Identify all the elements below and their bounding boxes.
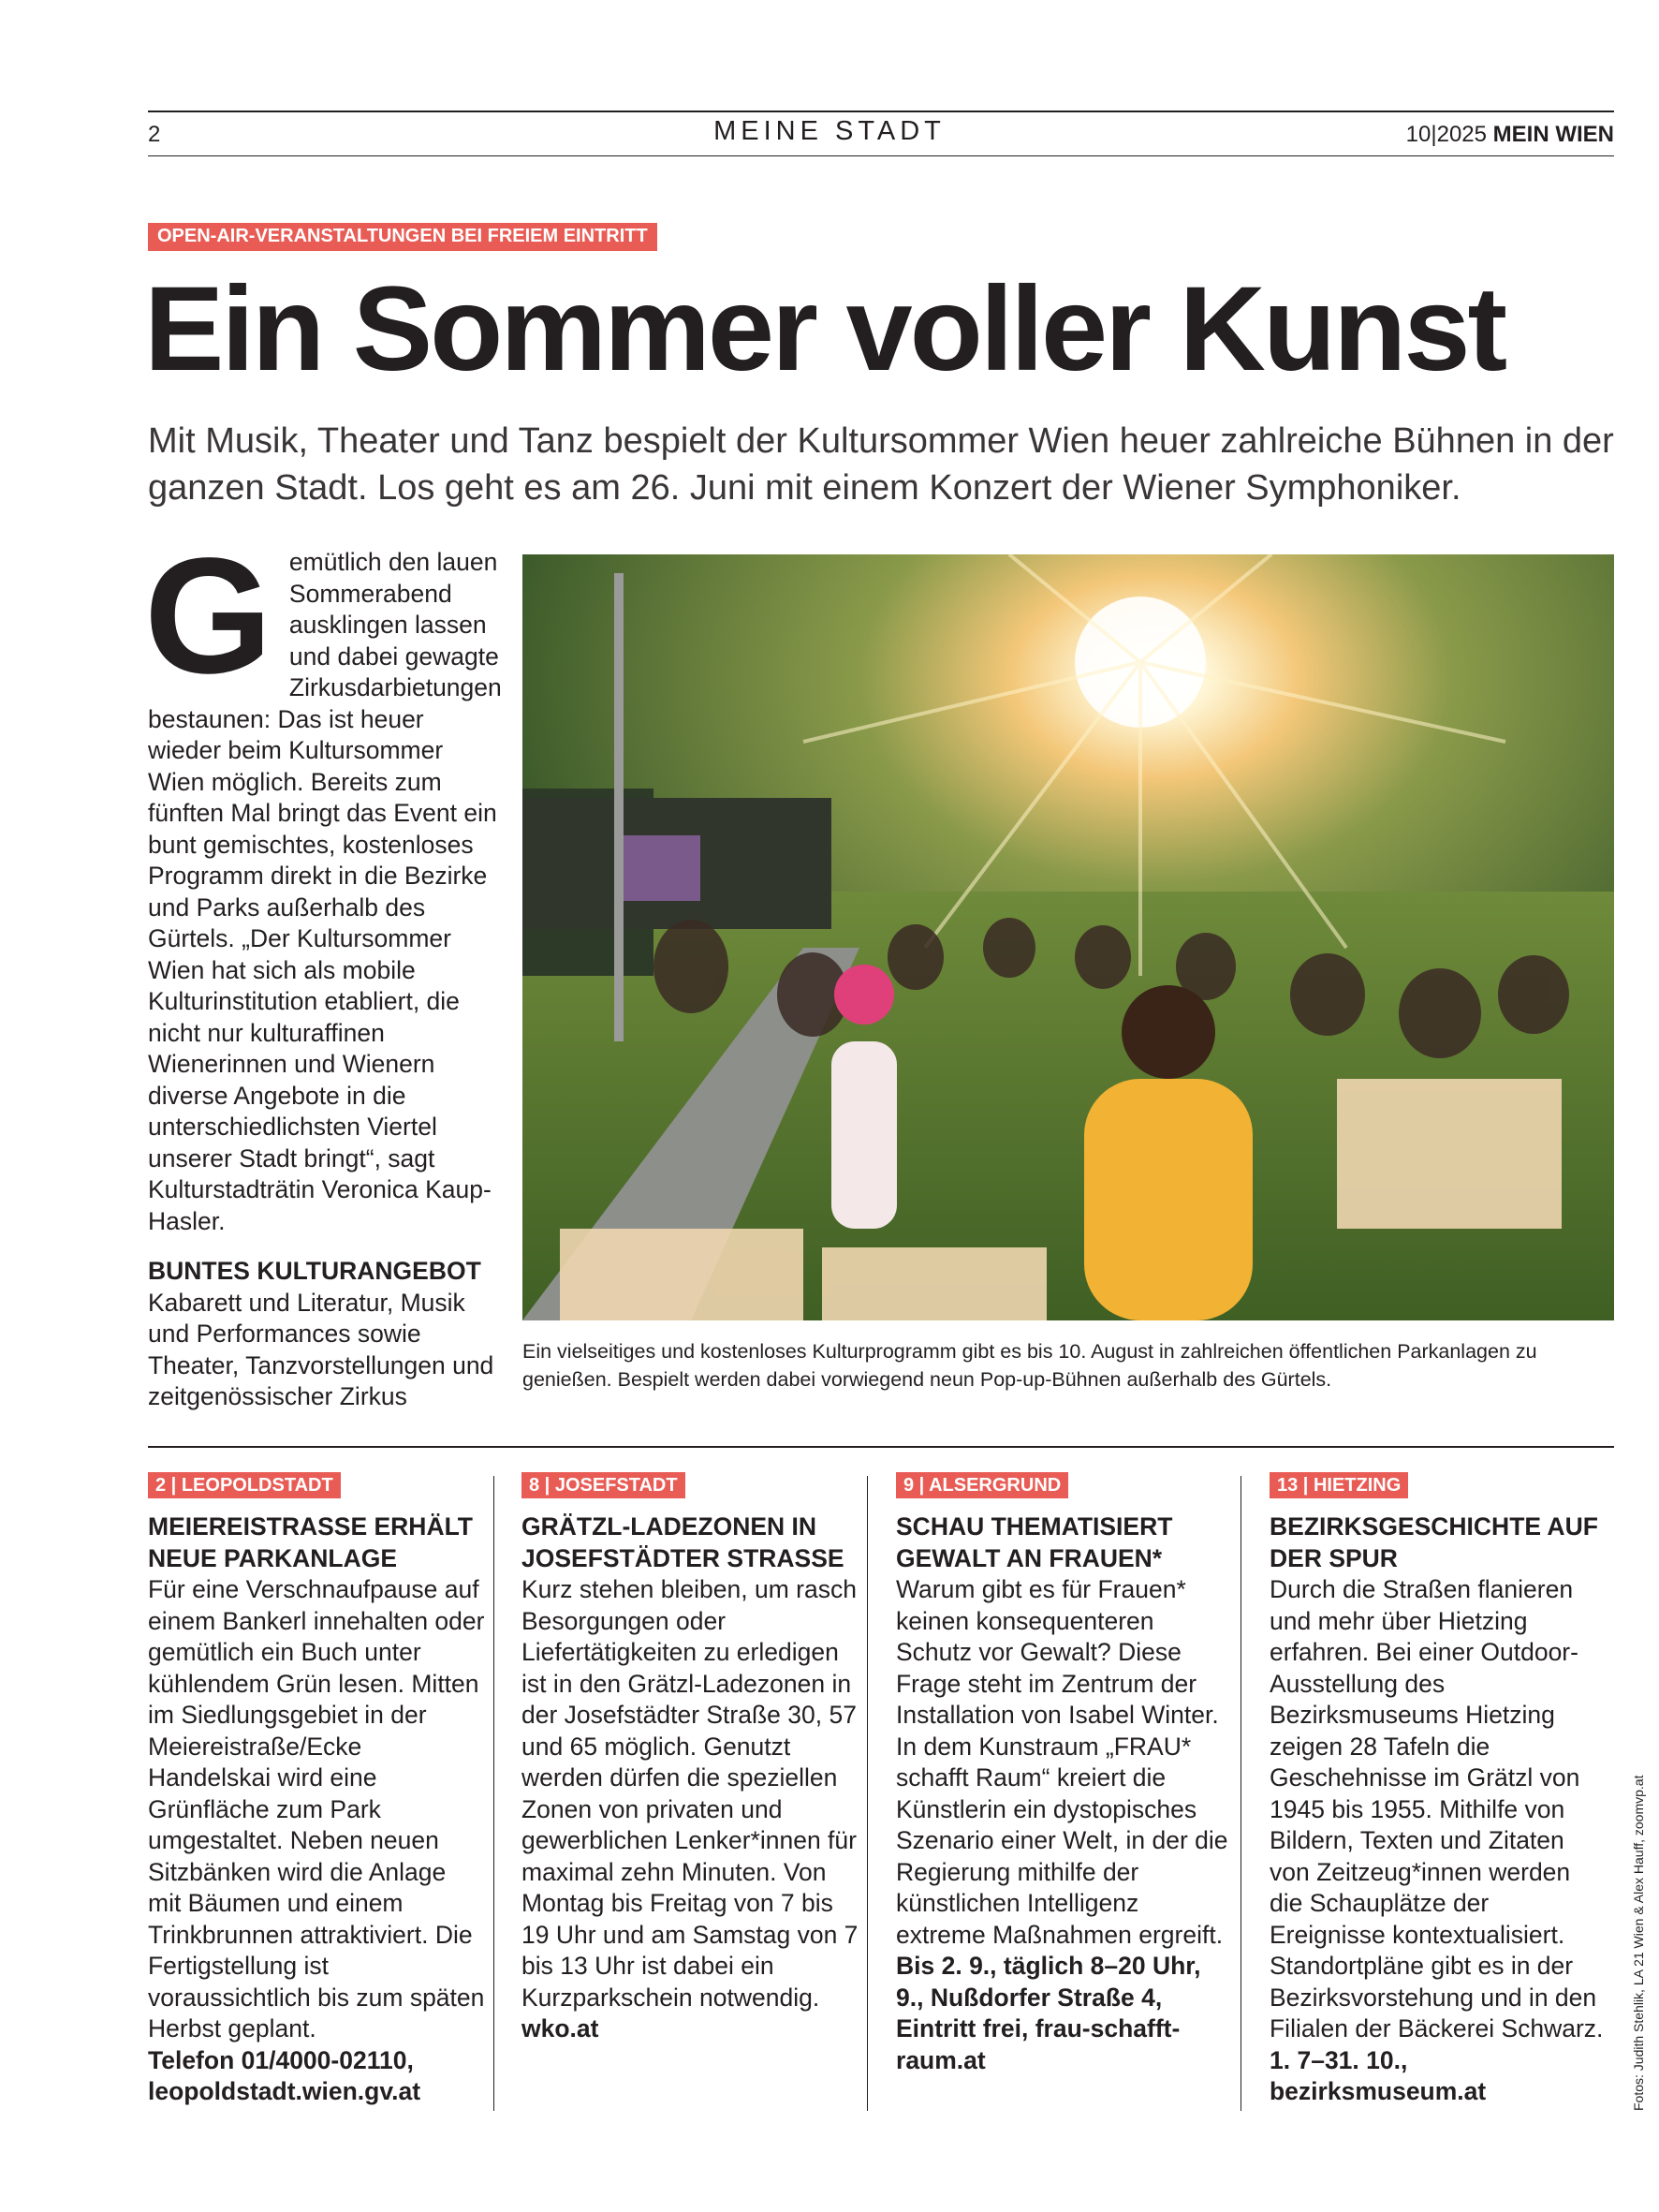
news-footer: wko.at bbox=[521, 2014, 599, 2042]
photo-credits: Fotos: Judith Stehlik, LA 21 Wien & Alex Hauff, zoomvp.at bbox=[1631, 1775, 1646, 2111]
photo-caption: Ein vielseitiges und kostenloses Kulturprogramm gibt es bis 10. August in zahlreichen öffentlichen Parkanlagen zu genießen. Bespielt werden dabei vorwiegend neun Pop-up-Bühnen außerhalb des Gürtels. bbox=[522, 1340, 1537, 1391]
news-headline: SCHAU THEMATISIERT GEWALT AN FRAUEN* bbox=[896, 1512, 1173, 1572]
article-body-text-2: Kabarett und Literatur, Musik und Performances sowie Theater, Tanzvorstellungen und zeitgenössischer Zirkus bbox=[148, 1288, 494, 1410]
news-item-leopoldstadt bbox=[148, 1472, 485, 2108]
news-headline: MEIEREISTRASSE ERHÄLT NEUE PARKANLAGE bbox=[148, 1512, 473, 1572]
header-rule bbox=[148, 111, 1614, 112]
article-headline: Ein Sommer voller Kunst bbox=[144, 262, 1505, 396]
issue-number: 10|2025 bbox=[1405, 122, 1487, 147]
page-number: 2 bbox=[148, 122, 161, 147]
news-body: Kurz stehen bleiben, um rasch Besorgungen oder Liefertätigkeiten zu erledigen ist in den Grätzl-Ladezonen in der Josefstädter Straße 30, 57 und 65 möglich. Genutzt werden dürfen die speziellen Zonen von privaten und gewerblichen Lenker*innen für maximal zehn Minuten. Von Montag bis Freitag von 7 bis 19 Uhr und am Samstag von 7 bis 13 Uhr ist dabei ein Kurzparkschein notwendig. bbox=[521, 1575, 859, 2012]
news-footer: Bis 2. 9., täglich 8–20 Uhr, 9., Nußdorfer Straße 4, Eintritt frei, frau-schafft-raum.at bbox=[896, 1952, 1201, 2074]
news-body: Für eine Verschnaufpause auf einem Bankerl innehalten oder gemütlich ein Buch unter kühlendem Grün lesen. Mitten im Siedlungsgebiet in der Meiereistraße/Ecke Handelskai wird eine Grünfläche zum Park umgestaltet. Neben neuen Sitzbänken wird die Anlage mit Bäumen und einem Trinkbrunnen attraktiviert. Die Fertigstellung ist voraussichtlich bis zum späten Herbst geplant. bbox=[148, 1575, 485, 2042]
district-tag: 2 | LEOPOLDSTADT bbox=[148, 1472, 341, 1498]
article-subhead: BUNTES KULTURANGEBOT bbox=[148, 1257, 481, 1285]
column-divider bbox=[493, 1476, 494, 2111]
district-tag: 13 | HIETZING bbox=[1270, 1472, 1408, 1498]
article-body bbox=[144, 524, 502, 1413]
news-footer: Telefon 01/4000-02110, leopoldstadt.wien.gv.at bbox=[148, 2045, 421, 2105]
section-divider bbox=[148, 1446, 1614, 1448]
news-item-hietzing bbox=[1270, 1472, 1607, 2108]
news-body: Durch die Straßen flanieren und mehr über Hietzing erfahren. Bei einer Outdoor-Ausstellung des Bezirksmuseums Hietzing zeigen 28 Tafeln die Geschehnisse im Grätzl von 1945 bis 1955. Mithilfe von Bildern, Texten und Zitaten von Zeitzeug*innen werden die Schauplätze der Ereignisse kontextualisiert. Standortpläne gibt es in der Bezirksvorstehung und in den Filialen der Bäckerei Schwarz. bbox=[1270, 1575, 1604, 2042]
news-footer: 1. 7–31. 10., bezirksmuseum.at bbox=[1270, 2045, 1487, 2105]
section-title: MEINE STADT bbox=[713, 116, 946, 146]
column-divider bbox=[867, 1476, 868, 2111]
article-lead: Mit Musik, Theater und Tanz bespielt der Kultursommer Wien heuer zahlreiche Bühnen in der ganzen Stadt. Los geht es am 26. Juni mit einem Konzert der Wiener Symphoniker. bbox=[148, 421, 1614, 508]
news-body: Warum gibt es für Frauen* keinen konsequenteren Schutz vor Gewalt? Diese Frage steht im Zentrum der Installation von Isabel Winter. In dem Kunstraum „FRAU* schafft Raum“ kreiert die Künstlerin ein dystopisches Szenario einer Welt, in der die Regierung mithilfe der künstlichen Intelligenz extreme Maßnahmen ergreift. bbox=[896, 1575, 1228, 1949]
article-photo bbox=[522, 554, 1614, 1320]
news-item-alsergrund bbox=[896, 1472, 1233, 2076]
news-headline: GRÄTZL-LADEZONEN IN JOSEFSTÄDTER STRASSE bbox=[521, 1512, 844, 1572]
header-rule-bottom bbox=[148, 155, 1614, 156]
article-body-text: emütlich den lauen Sommerabend ausklingen lassen und dabei gewagte Zirkusdarbietungen bestaunen: Das ist heuer wieder beim Kultursommer Wien möglich. Bereits zum fünften Mal bringt das Event ein bunt gemischtes, kostenloses Programm direkt in die Bezirke und Parks außerhalb des Gürtels. „Der Kultursommer Wien hat sich als mobile Kulturinstitution etabliert, die nicht nur kulturaffinen Wienerinnen und Wienern diverse Angebote in die unterschiedlichsten Viertel unserer Stadt bringt“, sagt Kulturstadträtin Veronica Kaup-Hasler. bbox=[148, 548, 502, 1235]
article-kicker: OPEN-AIR-VERANSTALTUNGEN BEI FREIEM EINTRITT bbox=[148, 223, 657, 251]
dropcap: G bbox=[144, 524, 272, 708]
news-item-josefstadt bbox=[521, 1472, 859, 2045]
district-tag: 9 | ALSERGRUND bbox=[896, 1472, 1068, 1498]
issue-info bbox=[1406, 122, 1614, 148]
district-tag: 8 | JOSEFSTADT bbox=[521, 1472, 685, 1498]
magazine-name: MEIN WIEN bbox=[1492, 122, 1614, 147]
news-headline: BEZIRKSGESCHICHTE AUF DER SPUR bbox=[1270, 1512, 1598, 1572]
